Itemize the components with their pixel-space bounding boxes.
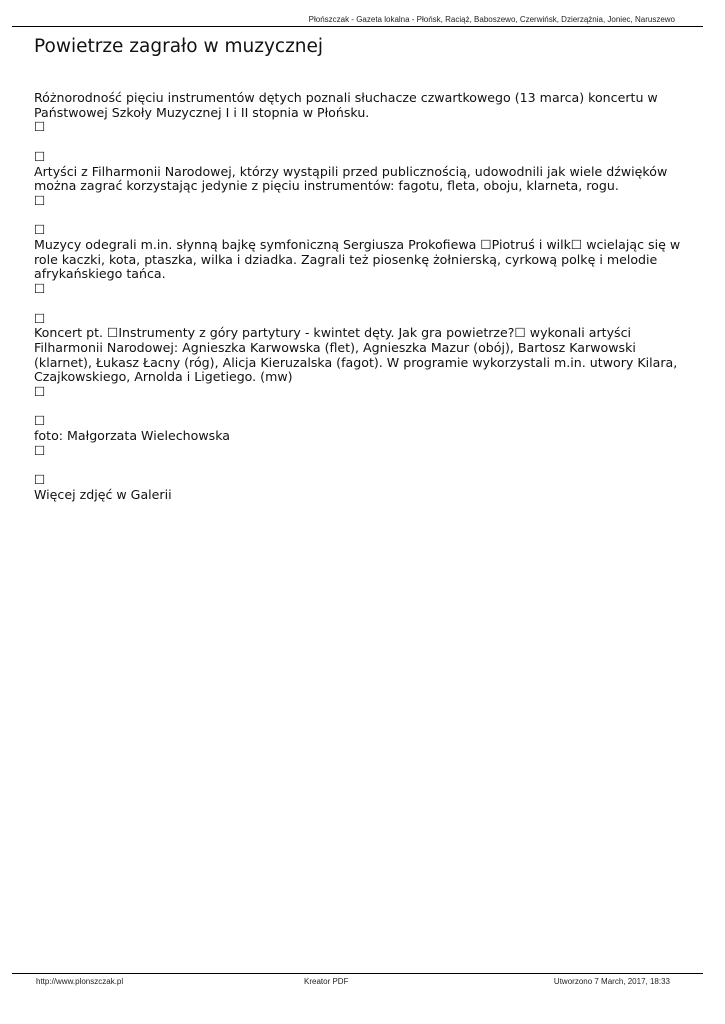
footer-divider: [12, 973, 703, 974]
paragraph-spacer: [34, 135, 684, 150]
placeholder-glyph: ☐: [34, 119, 46, 135]
site-header-line: Płońszczak - Gazeta lokalna - Płońsk, Raciąż, Baboszewo, Czerwińsk, Dzierzążnia, Joniec, Naruszewo: [308, 15, 675, 24]
photo-credit: foto: Małgorzata Wielechowska: [34, 428, 230, 444]
placeholder-glyph: ☐: [34, 413, 46, 429]
placeholder-glyph: ☐: [34, 442, 46, 458]
placeholder-glyph: ☐: [34, 281, 46, 297]
article-paragraph-program: Muzycy odegrali m.in. słynną bajkę symfoniczną Sergiusza Prokofiewa ☐Piotruś i wilk☐ wcielając się w role kaczki, kota, ptaszka, wilka i dziadka. Zagrali też piosenkę żołnierską, cyrkową polkę i melodie afrykańskiego tańca.: [34, 237, 681, 282]
article-paragraph-intro: Różnorodność pięciu instrumentów dętych poznali słuchacze czwartkowego (13 marca) koncertu w Państwowej Szkoły Muzycznej I i II stopnia w Płońsku.: [34, 90, 658, 120]
article-title: Powietrze zagrało w muzycznej: [34, 36, 324, 57]
paragraph-spacer: [34, 400, 684, 415]
placeholder-glyph: ☐: [34, 192, 46, 208]
article-paragraph-artists: Artyści z Filharmonii Narodowej, którzy wystąpili przed publicznością, udowodnili jak wiele dźwięków można zagrać korzystając jedynie z pięciu instrumentów: fagotu, fleta, oboju, klarneta, rogu.: [34, 163, 668, 194]
gallery-link[interactable]: Więcej zdjęć w Galerii: [34, 486, 172, 502]
placeholder-glyph: ☐: [34, 384, 46, 400]
paragraph-spacer: [34, 297, 684, 312]
placeholder-glyph: ☐: [34, 310, 46, 326]
footer-created-date: Utworzono 7 March, 2017, 18:33: [553, 977, 670, 986]
paragraph-spacer: [34, 459, 684, 474]
placeholder-glyph: ☐: [34, 148, 46, 164]
footer-generator: Kreator PDF: [304, 977, 349, 986]
footer-site-url[interactable]: http://www.plonszczak.pl: [36, 977, 124, 986]
paragraph-spacer: [34, 209, 684, 224]
article-body: [34, 91, 684, 503]
header-divider: [12, 26, 703, 27]
placeholder-glyph: ☐: [34, 472, 46, 488]
article-paragraph-performers: Koncert pt. ☐Instrumenty z góry partytury - kwintet dęty. Jak gra powietrze?☐ wykonali artyści Filharmonii Narodowej: Agnieszka Karwowska (flet), Agnieszka Mazur (obój), Bartosz Karwowski (klarnet), Łukasz Łacny (róg), Alicja Kieruzalska (fagot). W programie wykorzystali m.in. utwory Kilara, Czajkowskiego, Arnolda i Ligetiego. (mw): [34, 325, 678, 385]
placeholder-glyph: ☐: [34, 222, 46, 238]
